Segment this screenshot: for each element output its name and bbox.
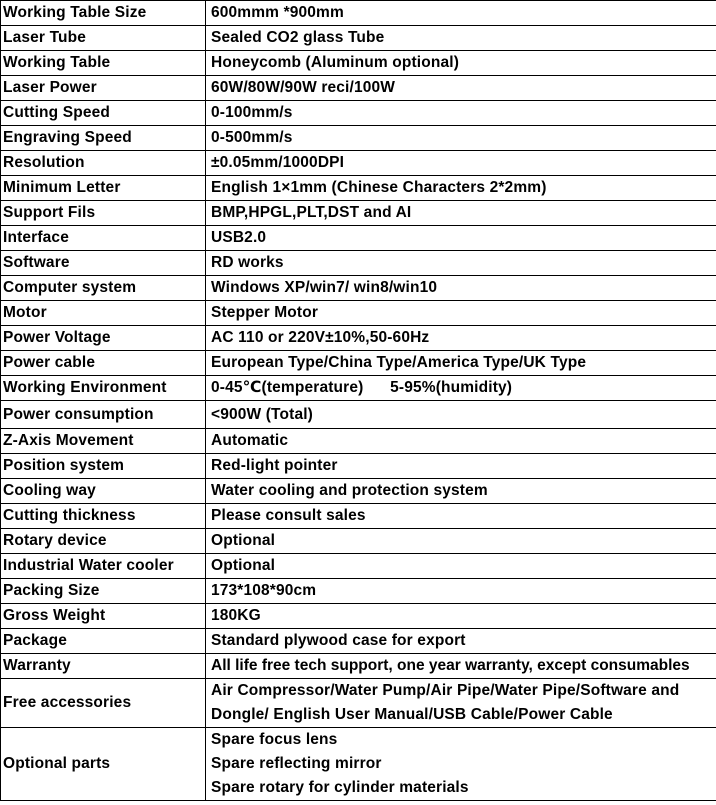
table-row [1,351,716,376]
spec-value: Red-light pointer [206,454,716,479]
table-row [1,326,716,351]
spec-value: All life free tech support, one year warranty, except consumables [206,654,716,679]
spec-label: Power consumption [1,401,206,429]
table-row [1,429,716,454]
spec-value: RD works [206,251,716,276]
table-row [1,629,716,654]
spec-label: Industrial Water cooler [1,554,206,579]
spec-label: Cutting Speed [1,101,206,126]
table-row [1,51,716,76]
spec-label: Power Voltage [1,326,206,351]
spec-value: 0-500mm/s [206,126,716,151]
spec-value: Please consult sales [206,504,716,529]
spec-label: Z-Axis Movement [1,429,206,454]
spec-value: 180KG [206,604,716,629]
table-row [1,454,716,479]
spec-label: Working Environment [1,376,206,401]
spec-label: Cutting thickness [1,504,206,529]
spec-label: Software [1,251,206,276]
spec-value: European Type/China Type/America Type/UK Type [206,351,716,376]
table-row [1,504,716,529]
optional-part-line: Spare reflecting mirror [211,755,382,772]
spec-value: English 1×1mm (Chinese Characters 2*2mm) [206,176,716,201]
optional-part-line: Spare focus lens [211,731,338,748]
spec-label: Support Fils [1,201,206,226]
spec-label: Package [1,629,206,654]
spec-value: Standard plywood case for export [206,629,716,654]
table-row [1,101,716,126]
spec-label: Laser Tube [1,26,206,51]
spec-label: Minimum Letter [1,176,206,201]
spec-value: 0-100mm/s [206,101,716,126]
spec-label: Motor [1,301,206,326]
spec-value: Windows XP/win7/ win8/win10 [206,276,716,301]
spec-label: Power cable [1,351,206,376]
table-row [1,26,716,51]
spec-label: Gross Weight [1,604,206,629]
table-row [1,679,716,728]
spec-value [206,679,716,728]
spec-label: Engraving Speed [1,126,206,151]
spec-label: Resolution [1,151,206,176]
spec-label: Computer system [1,276,206,301]
accessories-line: Air Compressor/Water Pump/Air Pipe/Water Pipe/Software and [211,682,680,699]
table-row [1,226,716,251]
spec-value: Optional [206,529,716,554]
spec-value: AC 110 or 220V±10%,50-60Hz [206,326,716,351]
table-row [1,529,716,554]
table-row [1,301,716,326]
spec-value: <900W (Total) [206,401,716,429]
table-row [1,579,716,604]
table-row [1,276,716,301]
table-row [1,604,716,629]
spec-value: Honeycomb (Aluminum optional) [206,51,716,76]
spec-label: Packing Size [1,579,206,604]
table-row [1,201,716,226]
spec-value [206,728,716,801]
spec-label: Cooling way [1,479,206,504]
spec-label: Working Table Size [1,1,206,26]
spec-value: 173*108*90cm [206,579,716,604]
table-row [1,479,716,504]
table-row [1,728,716,801]
spec-value: BMP,HPGL,PLT,DST and AI [206,201,716,226]
table-row [1,251,716,276]
accessories-line: Dongle/ English User Manual/USB Cable/Power Cable [211,706,613,723]
table-row [1,76,716,101]
table-row [1,376,716,401]
optional-part-line: Spare rotary for cylinder materials [211,779,469,796]
spec-value: Stepper Motor [206,301,716,326]
spec-value: ±0.05mm/1000DPI [206,151,716,176]
table-row [1,151,716,176]
table-row [1,554,716,579]
spec-label: Free accessories [1,679,206,728]
spec-value: Automatic [206,429,716,454]
spec-value: 60W/80W/90W reci/100W [206,76,716,101]
table-row [1,401,716,429]
spec-value: Water cooling and protection system [206,479,716,504]
spec-label: Optional parts [1,728,206,801]
spec-label: Warranty [1,654,206,679]
spec-label: Rotary device [1,529,206,554]
spec-value: 600mmm *900mm [206,1,716,26]
spec-label: Interface [1,226,206,251]
table-row [1,126,716,151]
table-row [1,654,716,679]
spec-value: 0-45℃(temperature) 5-95%(humidity) [206,376,716,401]
table-row [1,1,716,26]
table-row [1,176,716,201]
spec-label: Position system [1,454,206,479]
spec-label: Working Table [1,51,206,76]
spec-value: Optional [206,554,716,579]
spec-label: Laser Power [1,76,206,101]
spec-value: Sealed CO2 glass Tube [206,26,716,51]
spec-value: USB2.0 [206,226,716,251]
